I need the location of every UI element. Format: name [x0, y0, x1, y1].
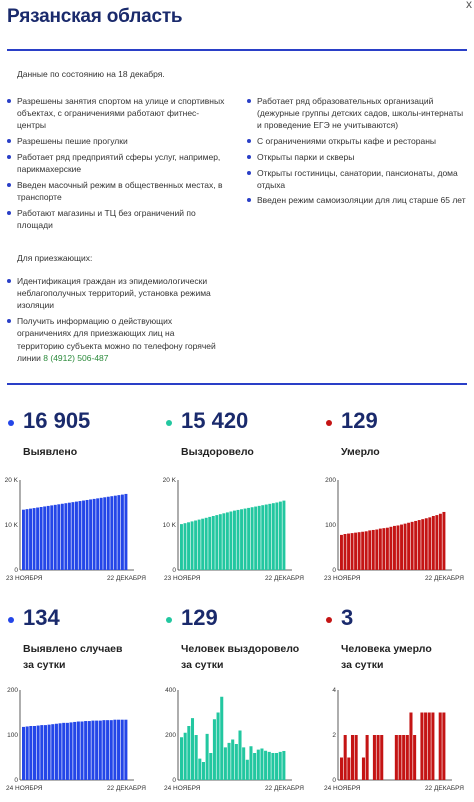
bar[interactable] [93, 499, 96, 570]
stat-label [23, 641, 122, 673]
bar[interactable] [217, 713, 220, 781]
bar[interactable] [435, 515, 438, 570]
restriction-item: С ограничениями открыты кафе и рестораны [246, 135, 468, 147]
bar[interactable] [279, 752, 282, 780]
as-of-date: Данные по состоянию на 18 декабря. [17, 69, 165, 79]
bar[interactable] [246, 760, 249, 780]
y-tick-label: 10 K [162, 522, 176, 529]
stat-value: 3 [341, 605, 354, 630]
y-tick-label: 4 [332, 687, 336, 694]
bar[interactable] [282, 751, 285, 780]
bar[interactable] [424, 713, 427, 781]
bar[interactable] [205, 518, 208, 570]
x-start-label: 23 НОЯБРЯ [164, 575, 201, 582]
bar[interactable] [106, 720, 109, 780]
bar[interactable] [442, 713, 445, 781]
bar[interactable] [380, 735, 383, 780]
bar[interactable] [113, 720, 116, 780]
bar[interactable] [386, 528, 389, 570]
y-tick-label: 0 [14, 567, 18, 574]
stat-label [181, 444, 254, 460]
bar[interactable] [268, 752, 271, 780]
y-tick-label: 400 [165, 687, 176, 694]
bar[interactable] [413, 735, 416, 780]
bar[interactable] [368, 530, 371, 570]
divider-top [7, 49, 467, 51]
stat-label [341, 641, 432, 673]
bar[interactable] [194, 521, 197, 571]
bar[interactable] [206, 734, 209, 780]
bar[interactable] [257, 750, 260, 780]
bar[interactable] [22, 727, 25, 780]
bar[interactable] [89, 499, 92, 570]
y-tick-label: 0 [172, 777, 176, 784]
bar[interactable] [382, 528, 385, 570]
bar[interactable] [117, 495, 120, 570]
stat-value: 129 [181, 605, 218, 630]
x-end-label: 22 ДЕКАБРЯ [106, 785, 146, 792]
bar[interactable] [249, 746, 252, 780]
bar[interactable] [70, 722, 73, 780]
bar[interactable] [62, 723, 65, 780]
bar[interactable] [102, 720, 105, 780]
stat-label-line: Выявлено [23, 446, 78, 458]
bar[interactable] [184, 523, 187, 570]
stat-label-line: Человек выздоровело [181, 643, 300, 655]
bar[interactable] [226, 512, 229, 570]
bar[interactable] [40, 725, 43, 780]
y-tick-label: 200 [165, 732, 176, 739]
bar[interactable] [40, 507, 43, 570]
bar[interactable] [191, 718, 194, 780]
bar[interactable] [372, 530, 375, 570]
bar[interactable] [258, 506, 261, 570]
bar[interactable] [48, 725, 51, 780]
bar[interactable] [264, 751, 267, 780]
x-start-label: 24 НОЯБРЯ [164, 785, 201, 792]
bar[interactable] [347, 534, 350, 570]
bar[interactable] [117, 720, 120, 780]
visitor-item-text: Получить информацию о действующих ограничениях для приезжающих лиц на территорию субъекта можно по телефону горячей линии [17, 316, 216, 363]
bar[interactable] [393, 526, 396, 570]
bar[interactable] [235, 744, 238, 780]
bar[interactable] [64, 503, 67, 570]
bar[interactable] [75, 502, 78, 570]
bar[interactable] [397, 525, 400, 570]
bar[interactable] [33, 726, 36, 780]
bar[interactable] [50, 505, 53, 570]
stat-label-line: за сутки [341, 659, 384, 671]
bar[interactable] [201, 519, 204, 570]
bar[interactable] [88, 721, 91, 780]
bar[interactable] [414, 521, 417, 570]
bar[interactable] [195, 735, 198, 780]
bar[interactable] [279, 502, 282, 570]
bar[interactable] [272, 503, 275, 570]
bar[interactable] [79, 501, 82, 570]
stat-dot [326, 617, 332, 623]
bar[interactable] [351, 533, 354, 570]
y-tick-label: 200 [7, 687, 18, 694]
bar[interactable] [432, 516, 435, 570]
bar[interactable] [26, 726, 29, 780]
bar[interactable] [180, 737, 183, 780]
bar[interactable] [224, 747, 227, 780]
bar[interactable] [209, 753, 212, 780]
bar[interactable] [425, 518, 428, 570]
bar[interactable] [33, 508, 36, 570]
y-tick-label: 2 [332, 732, 336, 739]
bar[interactable] [68, 503, 71, 570]
bar[interactable] [107, 497, 110, 570]
bar[interactable] [55, 724, 58, 780]
stat-label-line: за сутки [23, 659, 66, 671]
bar[interactable] [71, 502, 74, 570]
bar[interactable] [282, 501, 285, 570]
bar[interactable] [261, 505, 264, 570]
bar[interactable] [99, 721, 102, 780]
hotline-phone-link[interactable]: 8 (4912) 506-487 [43, 352, 109, 363]
restriction-item: Разрешены пешие прогулки [6, 135, 226, 147]
bar[interactable] [389, 527, 392, 570]
bar[interactable] [275, 753, 278, 780]
y-tick-label: 10 K [4, 522, 18, 529]
bar[interactable] [91, 721, 94, 780]
bar[interactable] [219, 514, 222, 570]
bar[interactable] [114, 496, 117, 570]
bar[interactable] [82, 501, 85, 570]
x-start-label: 24 НОЯБРЯ [6, 785, 43, 792]
bar[interactable] [275, 503, 278, 571]
stat-dot [8, 617, 14, 623]
bar[interactable] [57, 504, 60, 570]
bar[interactable] [202, 762, 205, 780]
chart-3 [326, 478, 464, 584]
bar[interactable] [362, 758, 365, 781]
close-icon[interactable]: x [466, 0, 472, 11]
bar[interactable] [215, 515, 218, 570]
stat-label [23, 444, 77, 460]
bar[interactable] [22, 510, 25, 570]
stat-label-line: Человека умерло [341, 643, 432, 655]
bar[interactable] [361, 532, 364, 570]
bar[interactable] [373, 735, 376, 780]
bar[interactable] [260, 749, 263, 781]
restriction-item: Открыты гостиницы, санатории, пансионаты, дома отдыха [246, 167, 468, 191]
bar[interactable] [124, 720, 127, 780]
bar[interactable] [404, 524, 407, 570]
bar[interactable] [73, 722, 76, 780]
bar[interactable] [233, 511, 236, 570]
bar[interactable] [110, 496, 113, 570]
chart-4 [8, 688, 146, 794]
bar[interactable] [421, 519, 424, 570]
stat-dot [326, 420, 332, 426]
bar[interactable] [54, 505, 57, 570]
bar[interactable] [428, 713, 431, 781]
x-end-label: 22 ДЕКАБРЯ [106, 575, 146, 582]
bar[interactable] [271, 753, 274, 780]
bar[interactable] [95, 721, 98, 780]
stat-label-line: Умерло [341, 446, 380, 458]
bar[interactable] [355, 735, 358, 780]
bar[interactable] [51, 724, 54, 780]
visitors-heading: Для приезжающих: [17, 253, 93, 263]
stat-dot [166, 617, 172, 623]
bar[interactable] [184, 733, 187, 780]
bar[interactable] [358, 532, 361, 570]
y-tick-label: 0 [14, 777, 18, 784]
stat-dot [166, 420, 172, 426]
bar[interactable] [395, 735, 398, 780]
bar[interactable] [238, 731, 241, 781]
x-start-label: 23 НОЯБРЯ [6, 575, 43, 582]
bar[interactable] [344, 534, 347, 570]
bar[interactable] [26, 509, 29, 570]
stat-value: 129 [341, 408, 378, 433]
restriction-item: Введен режим самоизоляции для лиц старше 65 лет [246, 194, 468, 206]
restriction-item: Открыты парки и скверы [246, 151, 468, 163]
y-tick-label: 0 [332, 777, 336, 784]
bar[interactable] [431, 713, 434, 781]
bar[interactable] [84, 721, 87, 780]
x-end-label: 22 ДЕКАБРЯ [424, 785, 464, 792]
y-tick-label: 0 [332, 567, 336, 574]
bar[interactable] [442, 512, 445, 570]
visitors-list [6, 275, 216, 367]
bar[interactable] [407, 523, 410, 570]
bar[interactable] [344, 735, 347, 780]
bar[interactable] [400, 525, 403, 570]
bar[interactable] [121, 720, 124, 780]
bar[interactable] [121, 495, 124, 570]
restrictions-left-list [6, 95, 226, 235]
bar[interactable] [439, 514, 442, 570]
stat-label-line: Выздоровело [181, 446, 254, 458]
bar[interactable] [439, 713, 442, 781]
bar[interactable] [268, 504, 271, 570]
bar[interactable] [212, 516, 215, 570]
chart-6 [326, 688, 464, 794]
stat-dot [8, 420, 14, 426]
bar[interactable] [379, 529, 382, 570]
bar[interactable] [220, 697, 223, 780]
bar[interactable] [406, 735, 409, 780]
chart-5 [166, 688, 304, 794]
stat-label-line: Выявлено случаев [23, 643, 123, 655]
bar[interactable] [244, 509, 247, 570]
chart-1 [4, 477, 146, 584]
bar[interactable] [198, 520, 201, 570]
stat-value: 16 905 [23, 408, 91, 433]
restrictions-right-list [246, 95, 468, 210]
stat-label [181, 641, 299, 673]
bar[interactable] [418, 520, 421, 570]
restriction-item: Работают магазины и ТЦ без ограничений по площади [6, 207, 226, 231]
bar[interactable] [366, 735, 369, 780]
y-tick-label: 20 K [162, 477, 176, 484]
bar[interactable] [240, 509, 243, 570]
y-tick-label: 100 [325, 522, 336, 529]
bar[interactable] [29, 726, 32, 780]
bar[interactable] [213, 719, 216, 780]
bar[interactable] [96, 498, 99, 570]
bar[interactable] [402, 735, 405, 780]
bar[interactable] [180, 524, 183, 570]
x-end-label: 22 ДЕКАБРЯ [264, 785, 304, 792]
bar[interactable] [110, 720, 113, 780]
bar[interactable] [208, 517, 211, 570]
bar[interactable] [43, 506, 46, 570]
x-end-label: 22 ДЕКАБРЯ [264, 575, 304, 582]
bar[interactable] [61, 504, 64, 570]
bar[interactable] [77, 722, 80, 781]
restriction-item: Введен масочный режим в общественных местах, в транспорте [6, 179, 226, 203]
bar[interactable] [251, 507, 254, 570]
bar[interactable] [228, 743, 231, 780]
bar[interactable] [242, 747, 245, 780]
stat-label [341, 444, 380, 460]
bar[interactable] [86, 500, 89, 570]
bar[interactable] [354, 533, 357, 570]
bar[interactable] [254, 507, 257, 570]
bar[interactable] [37, 726, 40, 780]
chart-2 [162, 477, 304, 584]
visitor-item: Идентификация граждан из эпидемиологически неблагополучных территорий, установка режима изоляции [6, 275, 216, 312]
restriction-item: Работает ряд образовательных организаций (дежурные группы детских садов, школы-интернаты и проведение ЕГЭ не учитываются) [246, 95, 468, 132]
restriction-item: Работает ряд предприятий сферы услуг, например, парикмахерские [6, 151, 226, 175]
stat-value: 134 [23, 605, 60, 630]
bar[interactable] [222, 513, 225, 570]
bar[interactable] [428, 517, 431, 570]
stat-value: 15 420 [181, 408, 249, 433]
y-tick-label: 0 [172, 567, 176, 574]
bar[interactable] [247, 508, 250, 570]
bar[interactable] [66, 723, 69, 780]
divider-stats [7, 383, 467, 385]
bar[interactable] [265, 505, 268, 570]
bar[interactable] [59, 723, 62, 780]
bar[interactable] [253, 753, 256, 780]
bar[interactable] [231, 740, 234, 781]
bar[interactable] [398, 735, 401, 780]
bar[interactable] [198, 759, 201, 780]
y-tick-label: 100 [7, 732, 18, 739]
bar[interactable] [409, 713, 412, 781]
bar[interactable] [411, 522, 414, 570]
y-tick-label: 200 [325, 477, 336, 484]
region-title: Рязанская область [7, 6, 183, 27]
x-start-label: 24 НОЯБРЯ [324, 785, 361, 792]
x-end-label: 22 ДЕКАБРЯ [424, 575, 464, 582]
bar[interactable] [237, 510, 240, 570]
restriction-item: Разрешены занятия спортом на улице и спортивных объектах, с ограничениями работают фитнес-центры [6, 95, 226, 132]
bar[interactable] [365, 531, 368, 570]
x-start-label: 23 НОЯБРЯ [324, 575, 361, 582]
bar[interactable] [103, 497, 106, 570]
bar[interactable] [340, 535, 343, 570]
bar[interactable] [187, 726, 190, 780]
bar[interactable] [100, 498, 103, 570]
bar[interactable] [29, 509, 32, 570]
bar[interactable] [47, 506, 50, 570]
stat-label-line: за сутки [181, 659, 224, 671]
bar[interactable] [340, 758, 343, 781]
bar[interactable] [44, 725, 47, 780]
bar[interactable] [377, 735, 380, 780]
bar[interactable] [187, 522, 190, 570]
visitor-item [6, 315, 216, 364]
bar[interactable] [420, 713, 423, 781]
y-tick-label: 20 K [4, 477, 18, 484]
bar[interactable] [347, 758, 350, 781]
bar[interactable] [124, 494, 127, 570]
bar[interactable] [375, 530, 378, 571]
bar[interactable] [351, 735, 354, 780]
bar[interactable] [229, 512, 232, 571]
bar[interactable] [36, 508, 39, 570]
bar[interactable] [80, 722, 83, 781]
bar[interactable] [191, 521, 194, 570]
